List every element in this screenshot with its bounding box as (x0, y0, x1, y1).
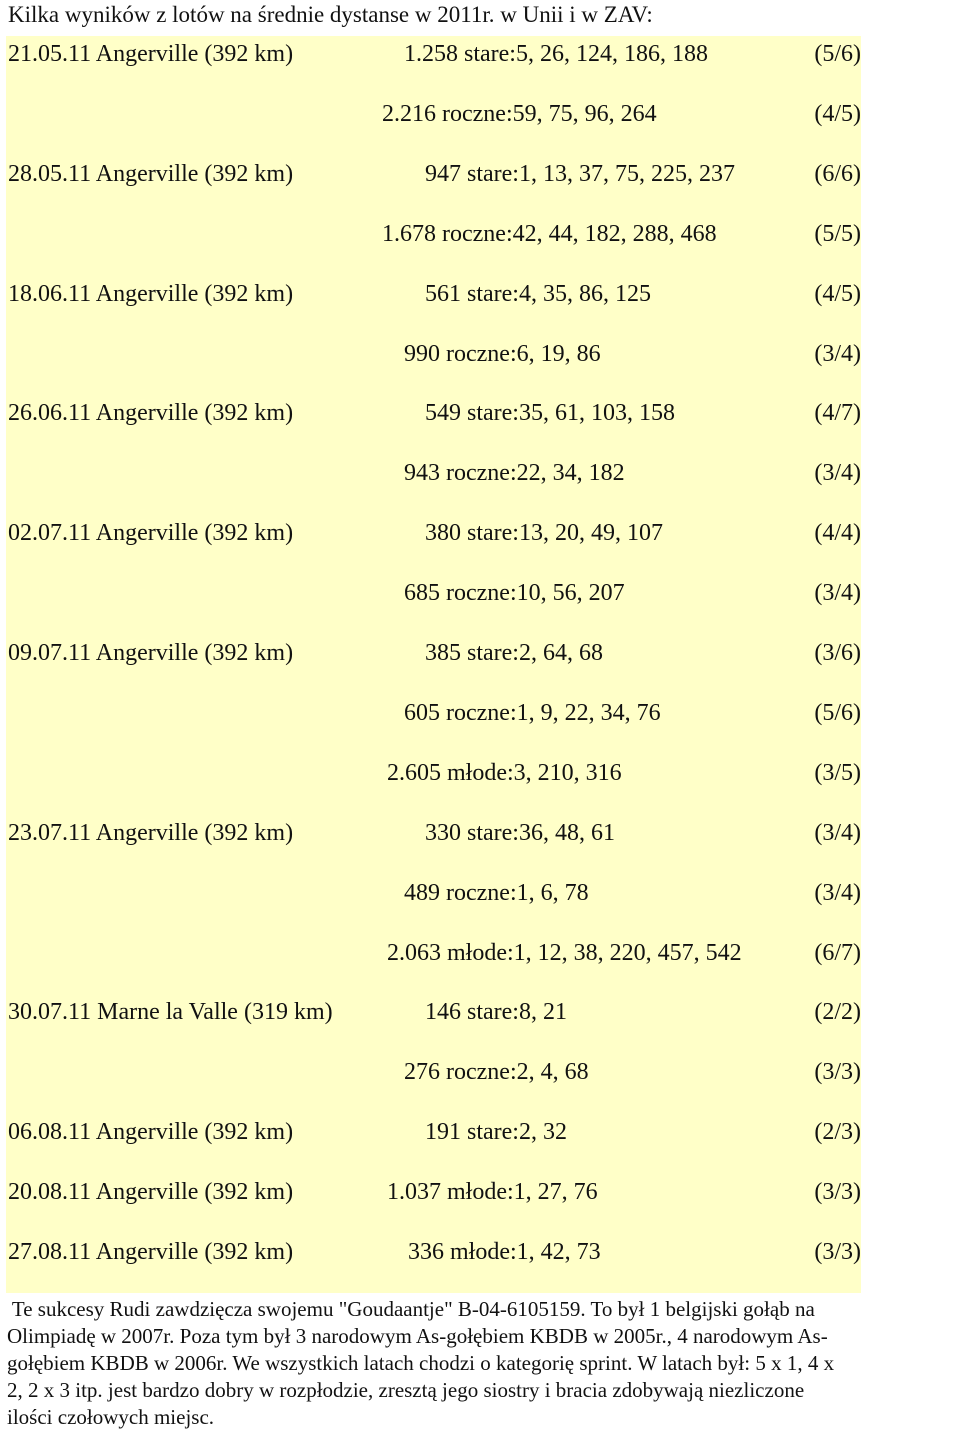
flight-result: 685 roczne:10, 56, 207 (404, 580, 625, 607)
flight-result: 947 stare:1, 13, 37, 75, 225, 237 (425, 160, 735, 187)
table-row (6, 937, 861, 969)
note-line: ilości czołowych miejsc. (7, 1405, 215, 1429)
flight-date-location: 23.07.11 Angerville (392 km) (8, 819, 294, 846)
table-row (6, 397, 861, 429)
table-row (6, 577, 861, 609)
note-line: Te sukcesy Rudi zawdzięcza swojemu "Goudaantje" B-04-6105159. To był 1 belgijski gołąb na (7, 1297, 815, 1321)
note-line: gołębiem KBDB w 2006r. We wszystkich latach chodzi o kategorię sprint. W latach był: 5 x 1, 4 x (7, 1351, 835, 1375)
table-row (6, 1116, 861, 1148)
flight-date-location: 18.06.11 Angerville (392 km) (8, 280, 294, 307)
flight-result: 276 roczne:2, 4, 68 (404, 1059, 589, 1086)
flight-result: 191 stare:2, 32 (425, 1119, 567, 1146)
flight-ratio: (5/6) (814, 41, 861, 67)
flight-ratio: (2/2) (814, 999, 861, 1026)
table-row (6, 817, 861, 849)
flight-date-location: 28.05.11 Angerville (392 km) (8, 160, 294, 187)
flight-ratio: (5/5) (814, 220, 861, 247)
results-table (6, 36, 861, 1293)
flight-ratio: (3/6) (814, 640, 861, 666)
page-heading: Kilka wyników z lotów na średnie dystanse w 2011r. w Unii i w ZAV: (8, 2, 653, 27)
flight-date-location: 21.05.11 Angerville (392 km) (8, 41, 294, 67)
note-paragraph (7, 1296, 957, 1431)
table-row (6, 1236, 861, 1268)
flight-result: 605 roczne:1, 9, 22, 34, 76 (404, 699, 661, 726)
flight-date-location: 20.08.11 Angerville (392 km) (8, 1179, 294, 1206)
flight-date-location: 09.07.11 Angerville (392 km) (8, 640, 294, 666)
flight-ratio: (6/6) (814, 160, 861, 187)
note-line: 2, 2 x 3 itp. jest bardzo dobry w rozpłodzie, zresztą jego siostry i bracia zdobywają niezliczone (7, 1378, 805, 1402)
flight-result: 146 stare:8, 21 (425, 999, 567, 1026)
flight-result: 2.605 młode:3, 210, 316 (387, 759, 622, 786)
flight-ratio: (3/3) (814, 1059, 861, 1086)
flight-result: 1.678 roczne:42, 44, 182, 288, 468 (382, 220, 717, 247)
table-row (6, 218, 861, 250)
note-line: Olimpiadę w 2007r. Poza tym był 3 narodowym As-gołębiem KBDB w 2005r., 4 narodowym As- (7, 1324, 828, 1348)
flight-ratio: (5/6) (814, 699, 861, 726)
flight-result: 385 stare:2, 64, 68 (425, 640, 603, 666)
table-row (6, 158, 861, 190)
table-row (6, 637, 861, 669)
table-row (6, 338, 861, 370)
flight-ratio: (3/4) (814, 879, 861, 906)
flight-date-location: 30.07.11 Marne la Valle (319 km) (8, 999, 333, 1026)
flight-ratio: (3/3) (814, 1179, 861, 1206)
flight-ratio: (2/3) (814, 1119, 861, 1146)
table-row (6, 98, 861, 130)
flight-date-location: 26.06.11 Angerville (392 km) (8, 400, 294, 427)
flight-result: 2.063 młode:1, 12, 38, 220, 457, 542 (387, 939, 742, 966)
table-row (6, 278, 861, 310)
flight-date-location: 06.08.11 Angerville (392 km) (8, 1119, 294, 1146)
flight-ratio: (4/5) (814, 100, 861, 127)
flight-result: 990 roczne:6, 19, 86 (404, 340, 601, 367)
flight-ratio: (3/4) (814, 340, 861, 367)
table-row (6, 38, 861, 70)
flight-result: 380 stare:13, 20, 49, 107 (425, 520, 663, 547)
flight-date-location: 02.07.11 Angerville (392 km) (8, 520, 294, 547)
flight-result: 336 młode:1, 42, 73 (408, 1239, 601, 1265)
flight-ratio: (3/5) (814, 759, 861, 786)
table-row (6, 1176, 861, 1208)
flight-result: 1.258 stare:5, 26, 124, 186, 188 (404, 41, 708, 67)
flight-result: 943 roczne:22, 34, 182 (404, 460, 625, 487)
table-row (6, 457, 861, 489)
flight-ratio: (4/7) (814, 400, 861, 427)
flight-ratio: (4/4) (814, 520, 861, 547)
table-row (6, 517, 861, 549)
flight-date-location: 27.08.11 Angerville (392 km) (8, 1239, 294, 1265)
flight-ratio: (3/3) (814, 1239, 861, 1265)
flight-ratio: (3/4) (814, 819, 861, 846)
flight-ratio: (3/4) (814, 460, 861, 487)
flight-ratio: (3/4) (814, 580, 861, 607)
table-row (6, 1056, 861, 1088)
table-row (6, 757, 861, 789)
table-row (6, 877, 861, 909)
flight-ratio: (4/5) (814, 280, 861, 307)
flight-result: 561 stare:4, 35, 86, 125 (425, 280, 651, 307)
table-row (6, 697, 861, 729)
flight-result: 330 stare:36, 48, 61 (425, 819, 615, 846)
flight-result: 2.216 roczne:59, 75, 96, 264 (382, 100, 657, 127)
flight-result: 489 roczne:1, 6, 78 (404, 879, 589, 906)
flight-result: 1.037 młode:1, 27, 76 (387, 1179, 598, 1206)
flight-ratio: (6/7) (814, 939, 861, 966)
table-row (6, 996, 861, 1028)
flight-result: 549 stare:35, 61, 103, 158 (425, 400, 675, 427)
